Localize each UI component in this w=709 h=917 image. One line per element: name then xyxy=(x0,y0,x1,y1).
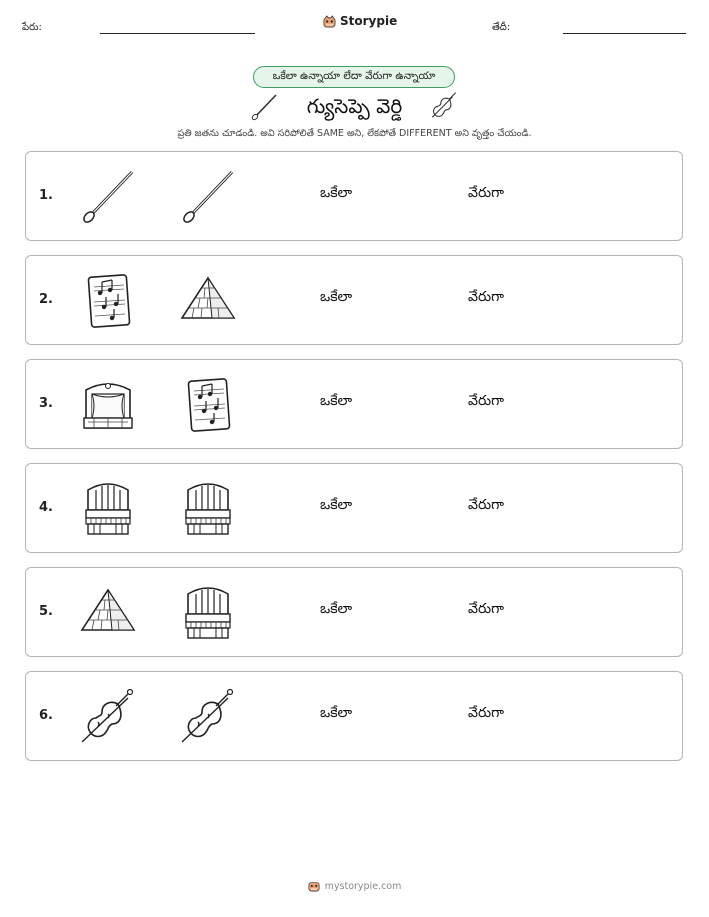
pyramid-icon xyxy=(178,272,238,330)
sheet-music-icon xyxy=(78,272,138,330)
question-row xyxy=(25,151,683,241)
storypie-mascot-icon xyxy=(323,15,336,28)
title-row xyxy=(0,92,709,122)
question-number: 5. xyxy=(39,604,53,619)
footer-url[interactable]: mystorypie.com xyxy=(324,880,402,892)
different-option[interactable]: వేరుగా xyxy=(468,601,504,617)
same-option[interactable]: ఒకేలా xyxy=(320,497,353,513)
same-option[interactable]: ఒకేలా xyxy=(320,185,353,201)
question-number: 1. xyxy=(39,188,53,203)
same-option[interactable]: ఒకేలా xyxy=(320,705,353,721)
worksheet-type-badge: ఒకేలా ఉన్నాయా లేదా వేరుగా ఉన్నాయా xyxy=(253,66,455,88)
violin-icon xyxy=(78,688,138,746)
organ-icon xyxy=(178,584,238,642)
same-option[interactable]: ఒకేలా xyxy=(320,393,353,409)
question-row xyxy=(25,567,683,657)
question-number: 6. xyxy=(39,708,53,723)
brand-logo xyxy=(323,14,397,28)
page-title: గ్యుసెప్పె వెర్డి xyxy=(306,94,403,118)
violin-icon xyxy=(178,688,238,746)
different-option[interactable]: వేరుగా xyxy=(468,289,504,305)
name-label: పేరు: xyxy=(22,22,42,33)
date-label: తేదీ: xyxy=(492,22,511,33)
different-option[interactable]: వేరుగా xyxy=(468,393,504,409)
question-row xyxy=(25,463,683,553)
opera-stage-icon xyxy=(78,376,138,434)
question-number: 4. xyxy=(39,500,53,515)
date-line[interactable] xyxy=(563,33,686,34)
baton-icon xyxy=(178,168,238,226)
question-row xyxy=(25,671,683,761)
storypie-mascot-icon xyxy=(308,880,320,892)
question-number: 3. xyxy=(39,396,53,411)
same-option[interactable]: ఒకేలా xyxy=(320,601,353,617)
organ-icon xyxy=(178,480,238,538)
question-row xyxy=(25,255,683,345)
baton-icon xyxy=(78,168,138,226)
different-option[interactable]: వేరుగా xyxy=(468,705,504,721)
brand-name: Storypie xyxy=(340,14,398,28)
footer xyxy=(0,880,709,892)
different-option[interactable]: వేరుగా xyxy=(468,497,504,513)
question-row xyxy=(25,359,683,449)
sheet-music-icon xyxy=(178,376,238,434)
name-line[interactable] xyxy=(100,33,255,34)
violin-icon xyxy=(428,90,460,122)
pyramid-icon xyxy=(78,584,138,642)
instructions: ప్రతి జతను చూడండి. అవి సరిపోలితే SAME అని, లేకపోతే DIFFERENT అని వృత్తం చేయండి. xyxy=(177,128,532,139)
question-number: 2. xyxy=(39,292,53,307)
worksheet-header xyxy=(0,12,709,42)
same-option[interactable]: ఒకేలా xyxy=(320,289,353,305)
organ-icon xyxy=(78,480,138,538)
different-option[interactable]: వేరుగా xyxy=(468,185,504,201)
